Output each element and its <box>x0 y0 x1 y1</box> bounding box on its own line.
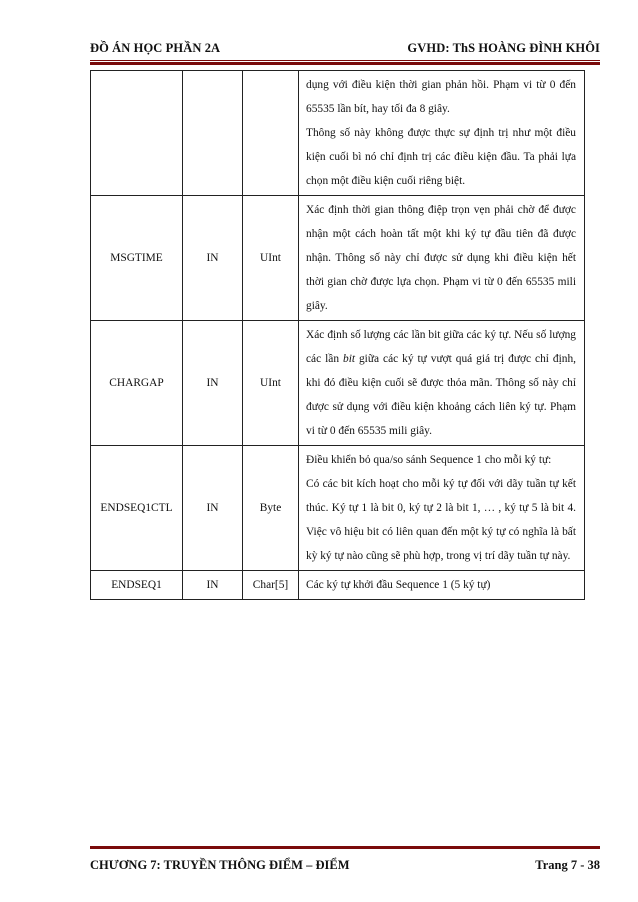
footer-page-number: Trang 7 - 38 <box>535 857 600 872</box>
header-course-title: ĐỒ ÁN HỌC PHẦN 2A <box>90 41 221 55</box>
param-direction-cell <box>183 71 243 196</box>
param-direction-cell: IN <box>183 196 243 321</box>
table-row <box>91 446 585 571</box>
param-type-cell: UInt <box>243 321 299 446</box>
header-rule-thick <box>90 62 600 65</box>
parameter-table <box>90 70 585 600</box>
param-description-cell <box>299 71 585 196</box>
param-type-cell: Byte <box>243 446 299 571</box>
param-name-cell: ENDSEQ1 <box>91 571 183 600</box>
description-text: Xác định số lượng các lần bit giữa các ký tự. Nếu số lượng các lần <box>306 329 576 365</box>
param-direction-cell: IN <box>183 446 243 571</box>
table-row <box>91 196 585 321</box>
param-name-cell <box>91 71 183 196</box>
page-header <box>90 36 600 56</box>
footer-chapter-title: CHƯƠNG 7: TRUYỀN THÔNG ĐIỂM – ĐIỂM <box>90 857 350 872</box>
param-description-cell <box>299 321 585 446</box>
description-italic-text: bit <box>343 353 356 365</box>
page-footer <box>90 855 600 875</box>
footer-rule-thin <box>90 848 600 849</box>
description-paragraph: Các ký tự khởi đầu Sequence 1 (5 ký tự) <box>306 579 491 591</box>
param-name-cell: ENDSEQ1CTL <box>91 446 183 571</box>
table-row <box>91 571 585 600</box>
param-name-cell: CHARGAP <box>91 321 183 446</box>
param-description-cell <box>299 571 585 600</box>
param-direction-cell: IN <box>183 571 243 600</box>
param-type-cell <box>243 71 299 196</box>
table-row <box>91 321 585 446</box>
description-paragraph: Điều khiển bỏ qua/so sánh Sequence 1 cho mỗi ký tự: <box>306 454 552 466</box>
description-paragraph: dụng với điều kiện thời gian phản hồi. Phạm vi từ 0 đến 65535 lần bít, hay tối đa 8 giây. <box>306 79 576 115</box>
table-row <box>91 71 585 196</box>
header-advisor: GVHD: ThS HOÀNG ĐÌNH KHÔI <box>407 41 600 55</box>
param-description-cell <box>299 196 585 321</box>
description-paragraph: Thông số này không được thực sự định trị như một điều kiện cuối bì nó chỉ định trị các điều kiện đầu. Ta phải lựa chọn một điều kiện cuối riêng biệt. <box>306 127 576 187</box>
param-type-cell: Char[5] <box>243 571 299 600</box>
param-direction-cell: IN <box>183 321 243 446</box>
description-paragraph <box>306 323 576 443</box>
param-description-cell <box>299 446 585 571</box>
header-rule-thin <box>90 60 600 61</box>
description-paragraph: Có các bit kích hoạt cho mỗi ký tự đối với dãy tuần tự kết thúc. Ký tự 1 là bit 0, ký tự 2 là bit 1, … , ký tự 5 là bit 4. Việc vô hiệu bit có liên quan đến một ký tự có nghĩa là bất kỳ ký tự nào cũng sẽ phù hợp, trong vị trí dãy tuần tự này. <box>306 478 576 562</box>
param-type-cell: UInt <box>243 196 299 321</box>
param-name-cell: MSGTIME <box>91 196 183 321</box>
description-text: giữa các ký tự vượt quá giá trị được chỉ định, khi đó điều kiện cuối sẽ được thỏa mãn. Thông số này chỉ được sử dụng với điều kiện khoảng cách liên ký tự. Phạm vi từ 0 đến 65535 mili giây. <box>306 353 576 437</box>
description-paragraph: Xác định thời gian thông điệp trọn vẹn phải chờ để được nhận một cách hoàn tất một khi ký tự đầu tiên đã được nhận. Thông số này chỉ được sử dụng khi điều kiện hết thời gian chờ được lựa chọn. Phạm vi từ 0 đến 65535 mili giây. <box>306 204 576 312</box>
